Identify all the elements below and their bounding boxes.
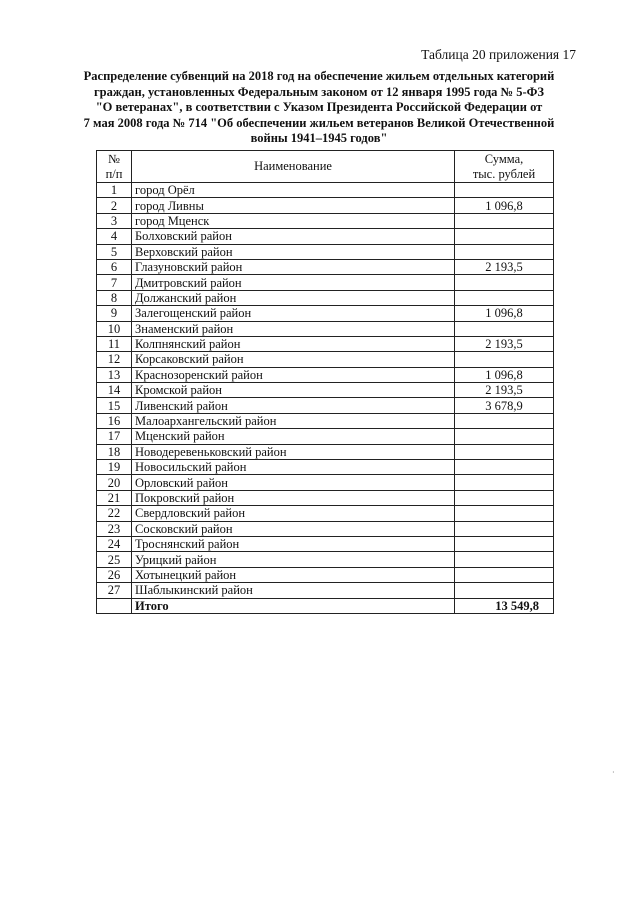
row-sum	[455, 475, 554, 490]
row-name: Сосковский район	[132, 521, 455, 536]
table-row	[97, 475, 554, 490]
row-number: 20	[97, 475, 132, 490]
row-sum	[455, 490, 554, 505]
total-label: Итого	[132, 598, 455, 613]
row-sum: 2 193,5	[455, 336, 554, 351]
row-number: 13	[97, 367, 132, 382]
table-header	[97, 151, 554, 183]
row-name: Залегощенский район	[132, 306, 455, 321]
table-row	[97, 567, 554, 582]
header-number-line2: п/п	[105, 166, 123, 181]
row-number: 24	[97, 536, 132, 551]
row-sum	[455, 213, 554, 228]
row-number: 25	[97, 552, 132, 567]
title-line: войны 1941–1945 годов"	[250, 131, 388, 145]
row-number: 2	[97, 198, 132, 213]
row-sum: 2 193,5	[455, 383, 554, 398]
row-number: 19	[97, 460, 132, 475]
row-number: 12	[97, 352, 132, 367]
table-row	[97, 290, 554, 305]
total-row	[97, 598, 554, 613]
row-number: 26	[97, 567, 132, 582]
table-row	[97, 306, 554, 321]
row-name: Свердловский район	[132, 506, 455, 521]
row-name: Краснозоренский район	[132, 367, 455, 382]
row-sum	[455, 352, 554, 367]
row-name: Покровский район	[132, 490, 455, 505]
appendix-label: Таблица 20 приложения 17	[421, 47, 576, 62]
row-sum: 3 678,9	[455, 398, 554, 413]
row-sum: 1 096,8	[455, 367, 554, 382]
table-row	[97, 444, 554, 459]
header-name: Наименование	[132, 151, 455, 183]
table-row	[97, 183, 554, 198]
table-row	[97, 429, 554, 444]
table-row	[97, 460, 554, 475]
table-row	[97, 506, 554, 521]
row-number: 1	[97, 183, 132, 198]
table-row	[97, 352, 554, 367]
table-row	[97, 413, 554, 428]
row-name: Мценский район	[132, 429, 455, 444]
table-row	[97, 521, 554, 536]
table-row	[97, 383, 554, 398]
row-sum	[455, 444, 554, 459]
row-name: Глазуновский район	[132, 259, 455, 274]
row-name: город Орёл	[132, 183, 455, 198]
row-number: 21	[97, 490, 132, 505]
header-row	[97, 151, 554, 183]
row-name: Знаменский район	[132, 321, 455, 336]
row-number: 18	[97, 444, 132, 459]
total-number	[97, 598, 132, 613]
row-sum	[455, 229, 554, 244]
row-number: 14	[97, 383, 132, 398]
header-number	[97, 151, 132, 183]
row-sum	[455, 567, 554, 582]
table-row	[97, 336, 554, 351]
row-sum	[455, 552, 554, 567]
row-number: 7	[97, 275, 132, 290]
table-row	[97, 229, 554, 244]
document-title	[64, 69, 574, 147]
table-row	[97, 321, 554, 336]
row-sum: 1 096,8	[455, 306, 554, 321]
row-number: 15	[97, 398, 132, 413]
row-sum	[455, 321, 554, 336]
table-body	[97, 183, 554, 614]
table-row	[97, 583, 554, 598]
table-row	[97, 244, 554, 259]
row-sum	[455, 583, 554, 598]
row-sum	[455, 275, 554, 290]
row-name: Хотынецкий район	[132, 567, 455, 582]
title-line: 7 мая 2008 года № 714 "Об обеспечении жильем ветеранов Великой Отечественной	[83, 115, 555, 130]
row-number: 5	[97, 244, 132, 259]
row-sum	[455, 429, 554, 444]
row-sum	[455, 290, 554, 305]
row-number: 22	[97, 506, 132, 521]
row-name: город Ливны	[132, 198, 455, 213]
row-name: Троснянский район	[132, 536, 455, 551]
table-row	[97, 213, 554, 228]
row-number: 11	[97, 336, 132, 351]
header-sum-line1: Сумма,	[484, 151, 524, 166]
row-number: 3	[97, 213, 132, 228]
table-row	[97, 536, 554, 551]
row-number: 16	[97, 413, 132, 428]
table-row	[97, 490, 554, 505]
table-row	[97, 198, 554, 213]
title-line: "О ветеранах", в соответствии с Указом Президента Российской Федерации от	[95, 100, 543, 114]
row-name: Должанский район	[132, 290, 455, 305]
row-number: 9	[97, 306, 132, 321]
row-name: Верховский район	[132, 244, 455, 259]
row-sum	[455, 413, 554, 428]
row-sum	[455, 521, 554, 536]
stray-mark: ·	[612, 768, 615, 777]
row-name: Урицкий район	[132, 552, 455, 567]
row-number: 6	[97, 259, 132, 274]
table-row	[97, 398, 554, 413]
header-sum	[455, 151, 554, 183]
row-name: Колпнянский район	[132, 336, 455, 351]
row-number: 23	[97, 521, 132, 536]
table-row	[97, 552, 554, 567]
row-number: 8	[97, 290, 132, 305]
row-sum	[455, 460, 554, 475]
row-number: 27	[97, 583, 132, 598]
title-line: Распределение субвенций на 2018 год на обеспечение жильем отдельных категорий	[83, 69, 555, 83]
table-row	[97, 275, 554, 290]
row-name: Болховский район	[132, 229, 455, 244]
row-number: 4	[97, 229, 132, 244]
row-sum	[455, 506, 554, 521]
row-name: Новосильский район	[132, 460, 455, 475]
total-sum: 13 549,8	[455, 598, 554, 613]
row-number: 10	[97, 321, 132, 336]
row-sum	[455, 183, 554, 198]
row-sum	[455, 536, 554, 551]
row-number: 17	[97, 429, 132, 444]
table-row	[97, 367, 554, 382]
row-name: Ливенский район	[132, 398, 455, 413]
row-name: Корсаковский район	[132, 352, 455, 367]
subsidy-table	[96, 150, 554, 614]
header-sum-line2: тыс. рублей	[472, 166, 536, 181]
row-sum: 2 193,5	[455, 259, 554, 274]
row-name: Новодеревеньковский район	[132, 444, 455, 459]
table-row	[97, 259, 554, 274]
row-name: Шаблыкинский район	[132, 583, 455, 598]
row-name: Малоархангельский район	[132, 413, 455, 428]
title-line: граждан, установленных Федеральным законом от 12 января 1995 года № 5-ФЗ	[94, 84, 544, 99]
row-sum: 1 096,8	[455, 198, 554, 213]
row-name: Кромской район	[132, 383, 455, 398]
row-name: город Мценск	[132, 213, 455, 228]
row-name: Дмитровский район	[132, 275, 455, 290]
row-sum	[455, 244, 554, 259]
row-name: Орловский район	[132, 475, 455, 490]
header-number-line1: №	[108, 151, 120, 166]
